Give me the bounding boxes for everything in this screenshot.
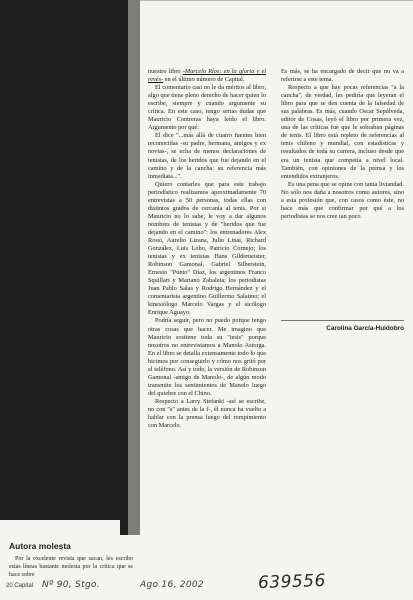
paragraph: Podría seguir, pero no puedo porque tengo otras cosas que hacer. Me imagino que Mauricio sostiene toda su "tesis" porque nosotros no entrevistamos a Manolo Astorga. En el libro se detalla extensamente todo lo que hicimos por conseguirlo y cómo nos gritó por el teléfono. Así y todo, la versión de Robinson Gamonal -amigo de Manolo-, de algún modo transmite los sentimientos de Manolo luego del quiebre con el Chino. <box>148 317 266 397</box>
intro-prefix: nuestro libro <box>148 68 183 75</box>
clipping-tab <box>0 520 120 535</box>
article-column-1 <box>148 68 266 430</box>
author-signature: Carolina García-Huidobro <box>326 325 404 332</box>
archive-number: 639556 <box>257 570 327 594</box>
article-column-2 <box>281 68 404 221</box>
dark-background <box>0 0 140 600</box>
letter-intro <box>9 555 133 579</box>
handwritten-issue: Nº 90, Stgo. <box>42 580 100 590</box>
handwritten-date: Ago 16, 2002 <box>140 580 204 590</box>
paragraph: Quiero contarles que para este trabajo periodístico realizamos aproximadamente 70 entrevistas a 50 personas, todas ellas con distintos grados de cercanía al tenis. Por si Mauricio no lo sabe, le voy a dar algunos nombres de tenistas y de "heridos que fue dejando en el camino": los entrenadores Alex Rossi, Aurelio Lizana, Julio Linai, Richard González, Luis Lobo, Patricio Cornejo; los tenistas y ex tenistas Hans Gildemeister, Robinson Gamonal, Gabriel Silberstein, Ernesto "Punto" Díaz, los argentinos Franco Squillari y Mariano Zabaleta; los periodistas Juan Pablo Salas y Rodrigo Hernández y el comentarista argentino Guillermo Salatino; el kinesiólogo Marcelo Vargas y el sicólogo Enrique Aguayo. <box>148 180 266 317</box>
gray-strip <box>128 0 140 600</box>
intro-paragraph <box>148 68 266 84</box>
paragraph: Es una pena que se opine con tanta liviandad. No sólo nos daña a nosotros como autores, sino a esta profesión que, con casos como éste, no hace más que confirmar por qué a los periodistas se nos cree tan poco. <box>281 180 404 220</box>
paragraph: Es más, se ha encargado de decir que no va a referirse a este tema. <box>281 68 404 84</box>
paragraph: Por la excelente revista que sacan, les escribo estas líneas bastante molesta por la crítica que se hace sobre <box>9 556 133 578</box>
paragraph: El dice "...más allá de cuatro fuentes bien reconocidas -su padre, hermana, amigos y ex novias-, se echa de menos declaraciones de tenistas, de los heridos que fue dejando en el camino y de la cancha: su referencia más inmediata...". <box>148 132 266 180</box>
section-heading: Autora molesta <box>9 541 71 551</box>
clipping-edge <box>140 0 413 1</box>
book-title: -Marcelo Ríos: en la gloria y el revés- <box>148 68 266 84</box>
signature-rule <box>281 320 404 321</box>
paragraph: Respecto a Larry Stefanki -así se escribe, no con "s" antes de la f-, él nunca ha vuelto a hablar con la prensa luego del rompimiento con Marcelo. <box>148 397 266 430</box>
page-label: 20 Capital <box>6 583 34 589</box>
paragraph: El comentario casi no le da méritos al libro, algo que tiene pleno derecho de hacer quien lo escribe, siempre y cuando argumente su crítica. En este caso, tengo serias dudas que Mauricio Contreras haya leído el libro. Argumento por qué: <box>148 84 266 132</box>
paragraph: Respecto a que hay pocas referencias "a la cancha", de verdad, les pediría que leyeran el libro para que se den cuenta de la falsedad de sus palabras. Es más, cuando Oscar Sepúlveda, editor de Cosas, leyó el libro por primera vez, una de las críticas fue que le sobraban páginas de tenis. El libro está repleto de referencias al tenis chileno y mundial, con estadísticas y resultados de toda su carrera, incluso desde que era un tenista que competía a nivel local. También, con opiniones de la prensa y los entendidos extranjeros. <box>281 84 404 180</box>
intro-suffix: en el último número de Capital. <box>163 76 245 84</box>
